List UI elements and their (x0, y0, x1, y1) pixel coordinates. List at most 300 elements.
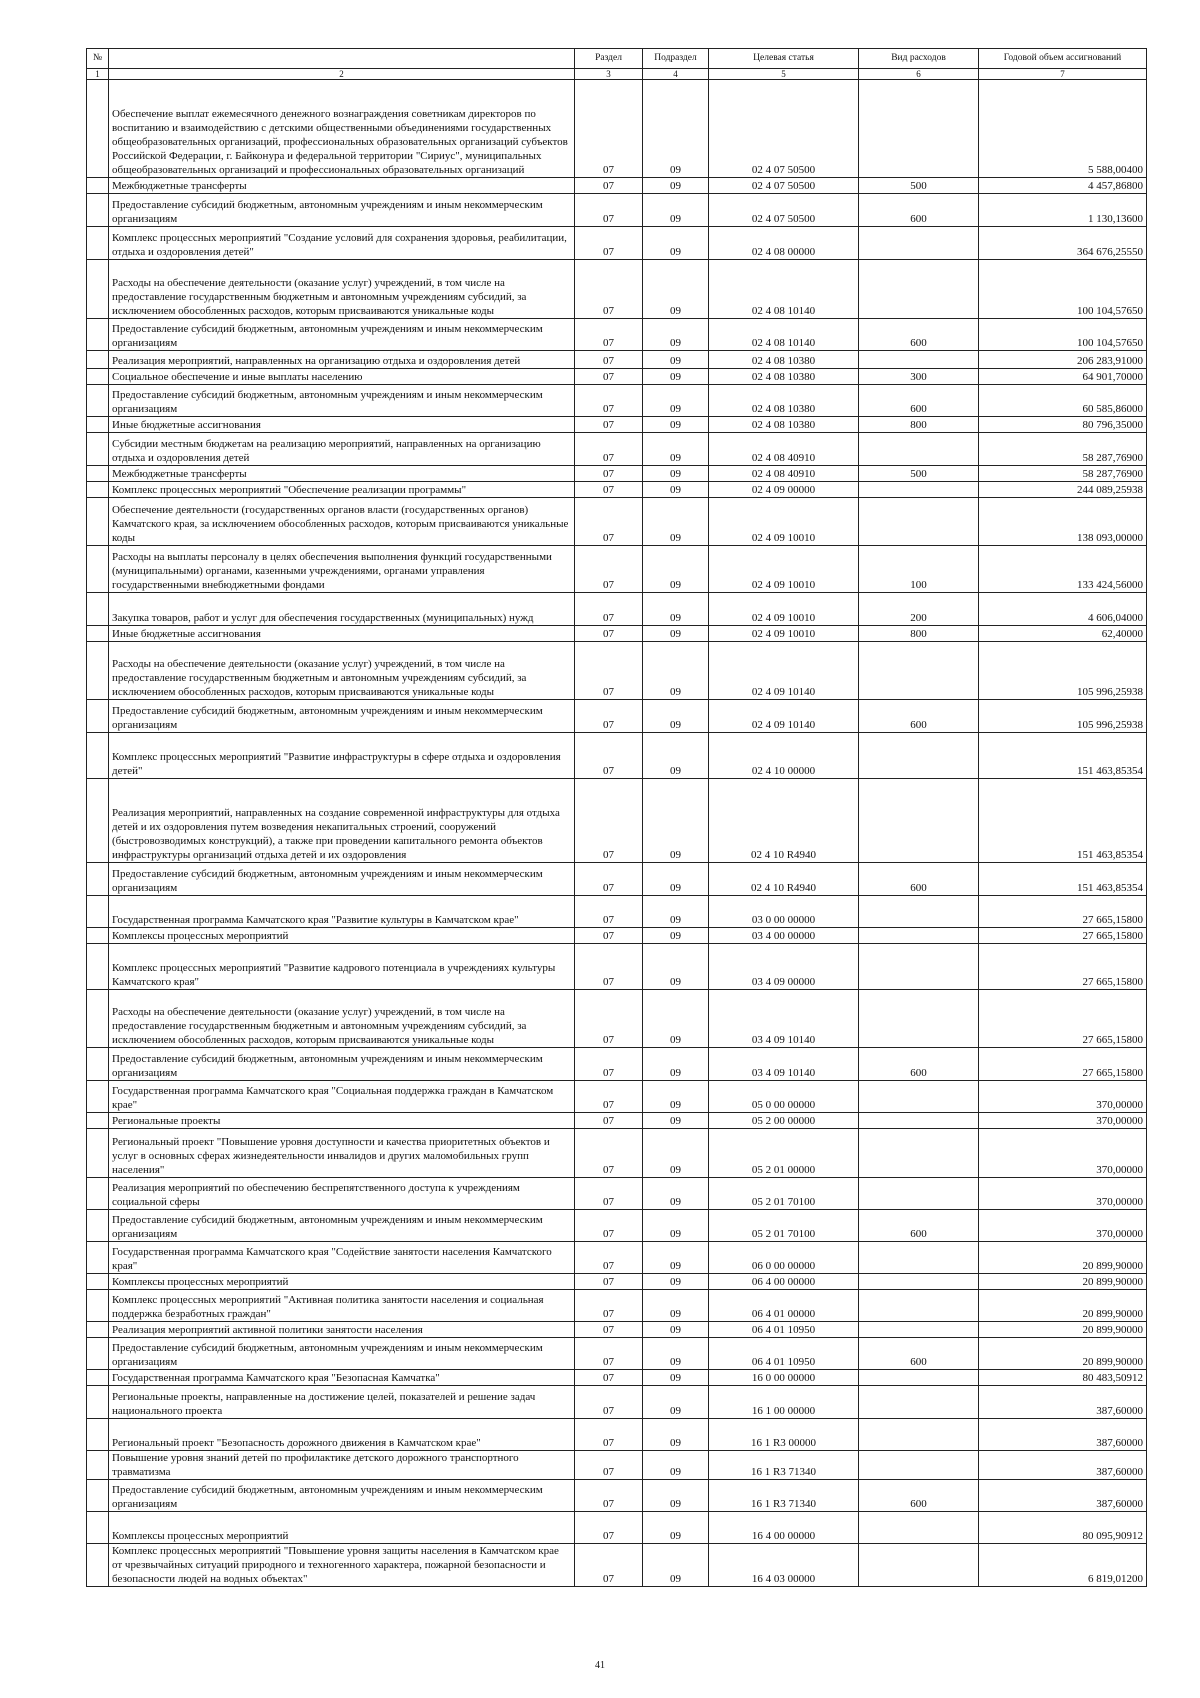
row-annual-amount: 370,00000 (979, 1129, 1147, 1178)
row-expense-type (859, 1290, 979, 1322)
table-row (87, 351, 1147, 369)
row-target-article: 02 4 09 10140 (709, 700, 859, 733)
row-description (109, 498, 575, 546)
table-row (87, 1129, 1147, 1178)
row-target-article: 16 1 R3 00000 (709, 1419, 859, 1451)
row-description (109, 351, 575, 369)
row-description-text: Предоставление субсидий бюджетным, автономным учреждениям и иным некоммерческим организациям (112, 323, 543, 349)
row-number-cell (87, 1322, 109, 1338)
table-row (87, 1274, 1147, 1290)
row-expense-type (859, 1419, 979, 1451)
table-row (87, 1210, 1147, 1242)
row-number-cell (87, 1113, 109, 1129)
row-podrazdel: 09 (643, 385, 709, 417)
row-number-cell (87, 351, 109, 369)
row-number-cell (87, 260, 109, 319)
row-annual-amount: 151 463,85354 (979, 779, 1147, 863)
row-annual-amount: 370,00000 (979, 1113, 1147, 1129)
row-expense-type: 600 (859, 1480, 979, 1512)
table-row (87, 227, 1147, 260)
row-podrazdel: 09 (643, 498, 709, 546)
table-row (87, 498, 1147, 546)
row-expense-type (859, 1274, 979, 1290)
row-annual-amount: 27 665,15800 (979, 928, 1147, 944)
row-target-article: 05 2 01 00000 (709, 1129, 859, 1178)
row-razdel: 07 (575, 385, 643, 417)
row-expense-type (859, 482, 979, 498)
table-row (87, 433, 1147, 466)
row-description-text: Социальное обеспечение и иные выплаты населению (112, 371, 363, 383)
row-target-article: 05 2 01 70100 (709, 1178, 859, 1210)
row-razdel: 07 (575, 642, 643, 700)
row-razdel: 07 (575, 417, 643, 433)
table-row (87, 1048, 1147, 1081)
row-podrazdel: 09 (643, 546, 709, 593)
row-target-article: 16 1 R3 71340 (709, 1480, 859, 1512)
row-description (109, 626, 575, 642)
row-target-article: 02 4 10 00000 (709, 733, 859, 779)
row-description-text: Комплекс процессных мероприятий "Развитие инфраструктуры в сфере отдыха и оздоровления детей" (112, 751, 561, 777)
row-podrazdel: 09 (643, 733, 709, 779)
row-description-text: Государственная программа Камчатского края "Содействие занятости населения Камчатского края" (112, 1246, 552, 1272)
row-annual-amount: 64 901,70000 (979, 369, 1147, 385)
row-description (109, 260, 575, 319)
row-description-text: Региональные проекты, направленные на достижение целей, показателей и решение задач национального проекта (112, 1391, 536, 1417)
row-description (109, 385, 575, 417)
row-razdel: 07 (575, 1512, 643, 1544)
row-target-article: 02 4 08 10140 (709, 319, 859, 351)
row-description (109, 1242, 575, 1274)
row-number-cell (87, 385, 109, 417)
row-target-article: 02 4 08 40910 (709, 466, 859, 482)
table-row (87, 482, 1147, 498)
row-description-text: Межбюджетные трансферты (112, 180, 247, 192)
row-number-cell (87, 593, 109, 626)
row-description (109, 1290, 575, 1322)
row-podrazdel: 09 (643, 1113, 709, 1129)
row-number-cell (87, 1386, 109, 1419)
header-row (87, 49, 1147, 69)
row-annual-amount: 6 819,01200 (979, 1544, 1147, 1587)
row-razdel: 07 (575, 369, 643, 385)
budget-rows (87, 80, 1147, 1587)
table-row (87, 700, 1147, 733)
row-razdel: 07 (575, 1113, 643, 1129)
row-target-article: 02 4 08 10380 (709, 417, 859, 433)
row-description (109, 1386, 575, 1419)
table-row (87, 385, 1147, 417)
row-annual-amount: 27 665,15800 (979, 1048, 1147, 1081)
row-annual-amount: 20 899,90000 (979, 1274, 1147, 1290)
row-podrazdel: 09 (643, 626, 709, 642)
table-row (87, 1178, 1147, 1210)
row-description-text: Комплекс процессных мероприятий "Повышение уровня защиты населения в Камчатском крае от чрезвычайных ситуаций природного и техногенного характера, пожарной безопасности и безопасности людей на водных объектах" (112, 1545, 559, 1585)
row-expense-type (859, 779, 979, 863)
row-description (109, 194, 575, 227)
row-description (109, 1322, 575, 1338)
row-annual-amount: 20 899,90000 (979, 1242, 1147, 1274)
row-expense-type (859, 1113, 979, 1129)
row-razdel: 07 (575, 863, 643, 896)
row-target-article: 03 4 09 00000 (709, 944, 859, 990)
row-number-cell (87, 466, 109, 482)
row-description-text: Реализация мероприятий, направленных на организацию отдыха и оздоровления детей (112, 355, 521, 367)
row-expense-type (859, 351, 979, 369)
row-annual-amount: 105 996,25938 (979, 642, 1147, 700)
row-razdel: 07 (575, 319, 643, 351)
row-razdel: 07 (575, 733, 643, 779)
row-description (109, 593, 575, 626)
row-annual-amount: 20 899,90000 (979, 1338, 1147, 1370)
row-podrazdel: 09 (643, 593, 709, 626)
row-podrazdel: 09 (643, 1370, 709, 1386)
row-razdel: 07 (575, 1290, 643, 1322)
row-podrazdel: 09 (643, 642, 709, 700)
row-annual-amount: 58 287,76900 (979, 433, 1147, 466)
row-description (109, 779, 575, 863)
table-row (87, 546, 1147, 593)
row-description (109, 1274, 575, 1290)
row-target-article: 02 4 07 50500 (709, 80, 859, 178)
row-target-article: 06 4 01 10950 (709, 1322, 859, 1338)
row-podrazdel: 09 (643, 863, 709, 896)
row-number-cell (87, 1048, 109, 1081)
row-razdel: 07 (575, 1081, 643, 1113)
row-expense-type (859, 1322, 979, 1338)
row-number-cell (87, 1480, 109, 1512)
row-annual-amount: 370,00000 (979, 1178, 1147, 1210)
row-podrazdel: 09 (643, 1512, 709, 1544)
row-annual-amount: 20 899,90000 (979, 1322, 1147, 1338)
row-podrazdel: 09 (643, 227, 709, 260)
row-description-text: Комплекс процессных мероприятий "Развитие кадрового потенциала в учреждениях культуры Камчатского края" (112, 962, 556, 988)
row-expense-type (859, 1178, 979, 1210)
row-podrazdel: 09 (643, 1210, 709, 1242)
row-expense-type: 600 (859, 319, 979, 351)
row-description (109, 433, 575, 466)
row-expense-type (859, 227, 979, 260)
row-expense-type: 600 (859, 194, 979, 227)
row-razdel: 07 (575, 1210, 643, 1242)
row-description-text: Предоставление субсидий бюджетным, автономным учреждениям и иным некоммерческим организациям (112, 1342, 543, 1368)
row-target-article: 03 0 00 00000 (709, 896, 859, 928)
row-number-cell (87, 700, 109, 733)
row-description-text: Предоставление субсидий бюджетным, автономным учреждениям и иным некоммерческим организациям (112, 389, 543, 415)
row-expense-type (859, 896, 979, 928)
row-description-text: Закупка товаров, работ и услуг для обеспечения государственных (муниципальных) нужд (112, 612, 534, 624)
row-description (109, 1451, 575, 1480)
row-annual-amount: 60 585,86000 (979, 385, 1147, 417)
row-number-cell (87, 1544, 109, 1587)
row-expense-type (859, 1081, 979, 1113)
row-razdel: 07 (575, 1322, 643, 1338)
page-number: 41 (595, 1660, 605, 1671)
table-row (87, 896, 1147, 928)
row-description-text: Расходы на обеспечение деятельности (оказание услуг) учреждений, в том числе на предоставление государственным бюджетным и автономным учреждениям субсидий, за исключением обособленных расходов, которым присваиваются уникальные коды (112, 1006, 527, 1046)
row-number-cell (87, 498, 109, 546)
row-expense-type: 800 (859, 626, 979, 642)
row-number-cell (87, 1290, 109, 1322)
col-header-razdel: Раздел (575, 49, 643, 69)
row-description-text: Предоставление субсидий бюджетным, автономным учреждениям и иным некоммерческим организациям (112, 1214, 543, 1240)
table-row (87, 1512, 1147, 1544)
row-expense-type: 800 (859, 417, 979, 433)
row-razdel: 07 (575, 466, 643, 482)
row-number-cell (87, 482, 109, 498)
row-expense-type (859, 642, 979, 700)
table-row (87, 1290, 1147, 1322)
row-target-article: 16 1 R3 71340 (709, 1451, 859, 1480)
row-podrazdel: 09 (643, 990, 709, 1048)
row-annual-amount: 206 283,91000 (979, 351, 1147, 369)
table-row (87, 417, 1147, 433)
row-razdel: 07 (575, 351, 643, 369)
row-podrazdel: 09 (643, 1081, 709, 1113)
row-number-cell (87, 178, 109, 194)
row-podrazdel: 09 (643, 928, 709, 944)
row-target-article: 05 2 01 70100 (709, 1210, 859, 1242)
row-expense-type: 100 (859, 546, 979, 593)
row-expense-type (859, 1242, 979, 1274)
row-razdel: 07 (575, 1178, 643, 1210)
row-podrazdel: 09 (643, 1451, 709, 1480)
row-razdel: 07 (575, 990, 643, 1048)
row-description-text: Реализация мероприятий активной политики занятости населения (112, 1324, 423, 1336)
row-description-text: Обеспечение выплат ежемесячного денежного вознаграждения советникам директоров по воспитанию и взаимодействию с детскими общественными объединениями государственных общеобразовательных организаций, профессиональных образовательных организаций субъектов Российской Федерации, г. Байконура и федеральной территории "Сириус", муниципальных общеобразовательных организаций и профессиональных образовательных организаций (112, 108, 568, 176)
row-target-article: 03 4 09 10140 (709, 990, 859, 1048)
row-description (109, 1129, 575, 1178)
table-row (87, 1242, 1147, 1274)
row-annual-amount: 1 130,13600 (979, 194, 1147, 227)
row-annual-amount: 100 104,57650 (979, 260, 1147, 319)
table-row (87, 1544, 1147, 1587)
row-description (109, 1178, 575, 1210)
row-description-text: Расходы на обеспечение деятельности (оказание услуг) учреждений, в том числе на предоставление государственным бюджетным и автономным учреждениям субсидий, за исключением обособленных расходов, которым присваиваются уникальные коды (112, 658, 527, 698)
table-row (87, 863, 1147, 896)
table-row (87, 466, 1147, 482)
row-expense-type (859, 944, 979, 990)
row-description (109, 700, 575, 733)
row-description-text: Повышение уровня знаний детей по профилактике детского дорожного транспортного травматизма (112, 1452, 519, 1478)
row-annual-amount: 100 104,57650 (979, 319, 1147, 351)
row-podrazdel: 09 (643, 1544, 709, 1587)
row-number-cell (87, 896, 109, 928)
col-header-no: № (87, 49, 109, 69)
row-expense-type (859, 1129, 979, 1178)
row-description-text: Межбюджетные трансферты (112, 468, 247, 480)
table-row (87, 1419, 1147, 1451)
row-annual-amount: 62,40000 (979, 626, 1147, 642)
row-description (109, 1480, 575, 1512)
row-podrazdel: 09 (643, 369, 709, 385)
row-podrazdel: 09 (643, 260, 709, 319)
row-description-text: Реализация мероприятий, направленных на создание современной инфраструктуры для отдыха детей и их оздоровления путем возведения некапитальных строений, сооружений (быстровозводимых конструкций), а также при проведении капитального ремонта объектов инфраструктуры организаций отдыха детей и их оздоровления (112, 807, 560, 861)
row-podrazdel: 09 (643, 1048, 709, 1081)
row-description (109, 482, 575, 498)
row-annual-amount: 370,00000 (979, 1081, 1147, 1113)
row-description-text: Комплекс процессных мероприятий "Обеспечение реализации программы" (112, 484, 467, 496)
row-target-article: 02 4 07 50500 (709, 194, 859, 227)
row-description-text: Расходы на обеспечение деятельности (оказание услуг) учреждений, в том числе на предоставление государственным бюджетным и автономным учреждениям субсидий, за исключением обособленных расходов, которым присваиваются уникальные коды (112, 277, 527, 317)
row-podrazdel: 09 (643, 1129, 709, 1178)
col-header-podrazdel: Подраздел (643, 49, 709, 69)
row-description-text: Комплекс процессных мероприятий "Создание условий для сохранения здоровья, реабилитации, отдыха и оздоровления детей" (112, 232, 567, 258)
row-expense-type: 600 (859, 1338, 979, 1370)
row-razdel: 07 (575, 896, 643, 928)
row-description-text: Региональные проекты (112, 1115, 221, 1127)
row-annual-amount: 151 463,85354 (979, 863, 1147, 896)
row-description (109, 1048, 575, 1081)
table-row (87, 369, 1147, 385)
row-podrazdel: 09 (643, 1178, 709, 1210)
row-description (109, 546, 575, 593)
row-description (109, 369, 575, 385)
row-expense-type (859, 1370, 979, 1386)
row-number-cell (87, 1419, 109, 1451)
table-row (87, 928, 1147, 944)
row-number-cell (87, 779, 109, 863)
table-row (87, 1322, 1147, 1338)
row-annual-amount: 80 483,50912 (979, 1370, 1147, 1386)
row-description (109, 417, 575, 433)
col-header-expense-type: Вид расходов (859, 49, 979, 69)
table-row (87, 260, 1147, 319)
table-row (87, 194, 1147, 227)
row-podrazdel: 09 (643, 482, 709, 498)
row-description-text: Предоставление субсидий бюджетным, автономным учреждениям и иным некоммерческим организациям (112, 868, 543, 894)
row-razdel: 07 (575, 227, 643, 260)
row-description (109, 990, 575, 1048)
row-target-article: 02 4 08 10140 (709, 260, 859, 319)
column-number: 5 (709, 69, 859, 80)
table-row (87, 990, 1147, 1048)
row-razdel: 07 (575, 1451, 643, 1480)
row-description (109, 1081, 575, 1113)
row-number-cell (87, 319, 109, 351)
row-podrazdel: 09 (643, 319, 709, 351)
row-target-article: 02 4 09 00000 (709, 482, 859, 498)
row-number-cell (87, 227, 109, 260)
column-number: 4 (643, 69, 709, 80)
row-razdel: 07 (575, 626, 643, 642)
row-description (109, 466, 575, 482)
row-razdel: 07 (575, 194, 643, 227)
row-razdel: 07 (575, 1048, 643, 1081)
row-number-cell (87, 417, 109, 433)
row-razdel: 07 (575, 80, 643, 178)
row-description-text: Иные бюджетные ассигнования (112, 628, 261, 640)
row-razdel: 07 (575, 433, 643, 466)
row-description-text: Региональный проект "Безопасность дорожного движения в Камчатском крае" (112, 1437, 481, 1449)
row-target-article: 16 1 00 00000 (709, 1386, 859, 1419)
row-expense-type: 600 (859, 863, 979, 896)
row-expense-type (859, 990, 979, 1048)
row-description (109, 733, 575, 779)
row-annual-amount: 138 093,00000 (979, 498, 1147, 546)
row-annual-amount: 80 796,35000 (979, 417, 1147, 433)
row-number-cell (87, 1370, 109, 1386)
row-razdel: 07 (575, 260, 643, 319)
row-razdel: 07 (575, 1544, 643, 1587)
row-description-text: Расходы на выплаты персоналу в целях обеспечения выполнения функций государственными (муниципальными) органами, казенными учреждениями, органами управления государственными внебюджетными фондами (112, 551, 552, 591)
row-annual-amount: 4 606,04000 (979, 593, 1147, 626)
row-expense-type (859, 1451, 979, 1480)
row-expense-type (859, 80, 979, 178)
row-razdel: 07 (575, 1274, 643, 1290)
col-header-target-article: Целевая статья (709, 49, 859, 69)
row-description (109, 642, 575, 700)
row-number-cell (87, 944, 109, 990)
table-row (87, 1113, 1147, 1129)
table-row (87, 779, 1147, 863)
row-number-cell (87, 990, 109, 1048)
row-description (109, 928, 575, 944)
row-razdel: 07 (575, 1129, 643, 1178)
row-description-text: Государственная программа Камчатского края "Развитие культуры в Камчатском крае" (112, 914, 519, 926)
row-target-article: 02 4 09 10010 (709, 498, 859, 546)
col-header-description (109, 49, 575, 69)
row-description-text: Комплексы процессных мероприятий (112, 1530, 289, 1542)
row-target-article: 02 4 08 00000 (709, 227, 859, 260)
row-annual-amount: 370,00000 (979, 1210, 1147, 1242)
row-razdel: 07 (575, 944, 643, 990)
row-expense-type (859, 1512, 979, 1544)
row-description-text: Предоставление субсидий бюджетным, автономным учреждениям и иным некоммерческим организациям (112, 705, 543, 731)
row-podrazdel: 09 (643, 80, 709, 178)
row-target-article: 05 0 00 00000 (709, 1081, 859, 1113)
row-description-text: Предоставление субсидий бюджетным, автономным учреждениям и иным некоммерческим организациям (112, 1484, 543, 1510)
row-annual-amount: 151 463,85354 (979, 733, 1147, 779)
table-row (87, 1451, 1147, 1480)
row-description-text: Субсидии местным бюджетам на реализацию мероприятий, направленных на организацию отдыха и оздоровления детей (112, 438, 541, 464)
row-podrazdel: 09 (643, 944, 709, 990)
row-target-article: 06 4 01 00000 (709, 1290, 859, 1322)
row-number-cell (87, 1178, 109, 1210)
row-target-article: 05 2 00 00000 (709, 1113, 859, 1129)
col-header-annual-amount: Годовой объем ассигнований (979, 49, 1147, 69)
row-razdel: 07 (575, 178, 643, 194)
row-target-article: 06 4 01 10950 (709, 1338, 859, 1370)
row-number-cell (87, 1512, 109, 1544)
budget-table (86, 48, 1147, 1587)
row-annual-amount: 387,60000 (979, 1451, 1147, 1480)
row-number-cell (87, 626, 109, 642)
row-podrazdel: 09 (643, 417, 709, 433)
table-row (87, 626, 1147, 642)
row-annual-amount: 364 676,25550 (979, 227, 1147, 260)
row-expense-type: 600 (859, 385, 979, 417)
row-expense-type (859, 1544, 979, 1587)
table-row (87, 642, 1147, 700)
table-row (87, 1370, 1147, 1386)
column-number: 3 (575, 69, 643, 80)
row-razdel: 07 (575, 593, 643, 626)
row-description-text: Государственная программа Камчатского края "Безопасная Камчатка" (112, 1372, 440, 1384)
row-expense-type (859, 733, 979, 779)
row-podrazdel: 09 (643, 896, 709, 928)
row-annual-amount: 5 588,00400 (979, 80, 1147, 178)
table-row (87, 319, 1147, 351)
row-razdel: 07 (575, 700, 643, 733)
row-podrazdel: 09 (643, 1419, 709, 1451)
row-annual-amount: 105 996,25938 (979, 700, 1147, 733)
row-podrazdel: 09 (643, 1274, 709, 1290)
row-podrazdel: 09 (643, 1338, 709, 1370)
row-number-cell (87, 642, 109, 700)
row-podrazdel: 09 (643, 466, 709, 482)
row-expense-type (859, 928, 979, 944)
table-row (87, 80, 1147, 178)
